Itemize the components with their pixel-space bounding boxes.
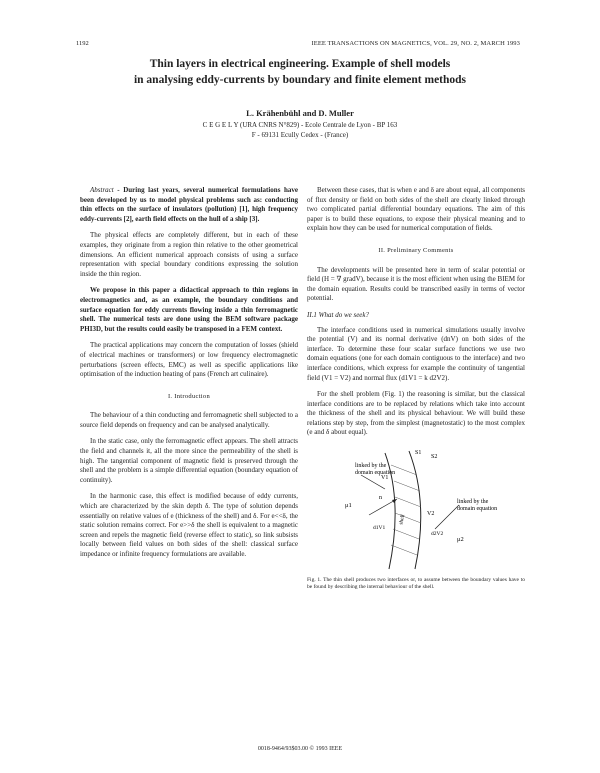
label-v2: V2 (427, 511, 435, 518)
subsection-heading: II.1 What do we seek? (307, 310, 370, 319)
section-heading-preliminary: II. Preliminary Comments (378, 246, 454, 254)
abstract (80, 186, 298, 224)
left-annotation-line-2: domain equation (355, 470, 396, 477)
figure-1 (307, 445, 525, 591)
right-annotation-line-1: linked by the (457, 499, 489, 506)
right-annotation-line-2: domain equation (457, 506, 498, 513)
right-column (307, 186, 525, 594)
body-paragraph: In the harmonic case, this effect is modified because of eddy currents, which are characterized by the skin depth δ. The type of solution depends essentially on relative values of e (thickness of the shell) and δ. For e<<δ, the static solution remains correct. For e>>δ the shell is equivalent to a magnetic screen and repels the magnetic field (reverse effect to static), so link subsists locally between field values on both sides of the shell: classical surface impedance or infinite frequency formulations are available. (80, 492, 298, 558)
paper-title (70, 56, 530, 88)
label-d1v1: d1V1 (373, 525, 386, 532)
copyright-footer: 0018-9464/93$03.00 © 1993 IEEE (257, 746, 343, 752)
body-paragraph: We propose in this paper a didactical approach to thin regions in electromagnetics and, as an example, the boundary conditions and surface equation for eddy currents flowing inside a thin ferromagnetic shell. The numerical tests are done using the BEM software package PHI3D, but the results could easily be transposed in a FEM context. (80, 286, 298, 333)
label-mu1: μ1 (345, 502, 352, 510)
figure-caption: Fig. 1. The thin shell produces two interfaces or, to assume between the boundary values have to be found by describing the internal behaviour of the shell. (307, 576, 525, 591)
label-s2: S2 (431, 454, 438, 461)
normal-arrow (369, 499, 397, 515)
body-paragraph: Between these cases, that is when e and δ are about equal, all components of flux density or field on both sides of the shell are clearly linked through two complicated partial differential boundary equations. The aim of this paper is to build these equations, to expose their physical meaning and to explain how they can be used for numerical computation of fields. (307, 186, 525, 233)
label-mu2: μ2 (457, 536, 464, 544)
title-line-1: Thin layers in electrical engineering. Example of shell models (149, 58, 451, 70)
body-paragraph: For the shell problem (Fig. 1) the reasoning is similar, but the classical interface conditions are to be replaced by relations which take into account the thickness of the shell and its physical behaviour. We will build these relations step by step, from the simplest (magnetostatic) to the most complex (e and δ about equal). (307, 390, 525, 437)
label-d2v2: d2V2 (431, 531, 444, 538)
authors: L. Krähenbühl and D. Muller (246, 108, 354, 118)
section-heading-introduction: I. Introduction (167, 392, 211, 400)
body-paragraph: The physical effects are completely different, but in each of these examples, they originate from a region thin relative to the other geometrical dimensions. An efficient numerical approach consists of using a surface representation with special boundary conditions expressing the solution inside the thin region. (80, 231, 298, 278)
shell-surface-s2 (409, 451, 421, 569)
left-annotation-line-1: linked by the (355, 463, 387, 470)
label-shell: shell (398, 513, 407, 526)
body-paragraph: The developments will be presented here in term of scalar potential or field (H = ∇ gradV), because it is the most efficient when using the BIEM for the domain equation. Results could be transcribed easily in terms of vector potential. (307, 265, 525, 303)
body-paragraph: In the static case, only the ferromagnetic effect appears. The shell attracts the field and channels it, all the more since the permeability of the shell is high. The tangential component of magnetic field is preserved through the shell and the problem is a simple differential equation (boundary equation of continuity). (80, 437, 298, 484)
label-v1: V1 (381, 475, 389, 482)
abstract-text: - During last years, several numerical formulations have been developed by us to model physical problems such as: conducting thin effects on the surface of insulators (pollution) [1], high frequency eddy-currents [2], earth field effects on the hull of a ship [3]. (80, 186, 298, 223)
label-n: n (379, 495, 382, 502)
body-paragraph: The behaviour of a thin conducting and ferromagnetic shell subjected to a source field depends on frequency and can be analysed analytically. (80, 411, 298, 429)
right-pointer-line (435, 505, 459, 529)
title-line-2: in analysing eddy-currents by boundary and finite element methods (133, 74, 467, 86)
left-column (80, 186, 298, 567)
abstract-label: Abstract (90, 186, 114, 194)
shell-diagram (307, 445, 525, 573)
affiliation-line-1: C E G E L Y (URA CNRS N°829) - Ecole Centrale de Lyon - BP 163 (202, 121, 398, 129)
label-s1: S1 (415, 450, 422, 457)
affiliation-line-2: F - 69131 Ecully Cedex - (France) (251, 131, 349, 139)
page-number: 1192 (76, 40, 89, 47)
affiliation (70, 120, 530, 140)
body-paragraph: The practical applications may concern the computation of losses (shield of electrical machines or transformers) or low frequency electromagnetic perturbations (screen effects, EMC) as well as specific applications like optimisation of the induction heating of pans (French art culinaire). (80, 341, 298, 379)
journal-header: IEEE TRANSACTIONS ON MAGNETICS, VOL. 29, NO. 2, MARCH 1993 (311, 40, 520, 47)
body-paragraph: The interface conditions used in numerical simulations usually involve the potential (V) and its normal derivative (dnV) on both sides of the interface. To determine these four scalar surface functions we use two domain equations (one for each domain contiguous to the interface) and two interface conditions, which express for example the continuity of tangential field (V1 = V2) and normal flux (d1V1 = k d2V2). (307, 325, 525, 382)
